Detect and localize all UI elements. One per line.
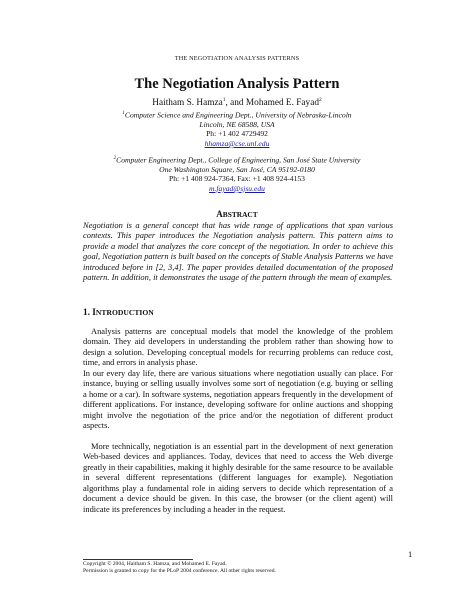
- page-number: 1: [408, 549, 413, 559]
- running-header: THE NEGOTIATION ANALYSIS PATTERNS: [174, 55, 300, 62]
- affiliation-1: [0, 109, 474, 148]
- affiliation-1-dept: [0, 109, 474, 120]
- affiliation-1-email-link[interactable]: hhamza@cse.unl.edu: [204, 138, 270, 148]
- intro-paragraph-2: In our every day life, there are various situations where negotiation usually can place. For instance, buying or selling usually involves some sort of negotiation (e.g. buying or selling a home or a car). In software systems, negotiation appears frequently in the development of different applications. For instance, developing software for online auctions and shopping might involve the negotiation of the price and/or the negotiation of different product aspects.: [83, 368, 393, 431]
- author-name-2: Mohamed E. Fayad: [245, 98, 319, 109]
- author-line: [0, 97, 474, 108]
- affiliation-2-sup: 2: [113, 156, 117, 161]
- paper-title: The Negotiation Analysis Pattern: [134, 76, 340, 92]
- intro-paragraph-1: Analysis patterns are conceptual models that model the knowledge of the problem domain. They aid developers in understanding the problem rather than showing how to design a solution. Developing conceptual models for recurring problems can reduce cost, time, and errors in analysis phase.: [83, 326, 393, 368]
- intro-paragraph-3: More technically, negotiation is an essential part in the development of next generation Web-based devices and appliances. Today, devices that need to access the Web diverge greatly in their capabilities, making it highly desirable for the same resource to be available in several different representations (different languages for example). Negotiation algorithms play a fundamental role in aiding servers to decide which representation of a document a device should be given. In this case, the browser (or the client agent) will indicate its preferences by including a header in the request.: [83, 441, 393, 514]
- section-heading-rest: NTRODUCTION: [95, 308, 154, 317]
- affiliation-2: [0, 154, 474, 193]
- author-sup-2: 2: [318, 97, 322, 103]
- section-number: 1.: [83, 308, 93, 318]
- section-heading-initial: I: [92, 308, 96, 318]
- affiliation-1-sup: 1: [122, 111, 125, 116]
- author-joiner: , and: [225, 98, 246, 109]
- abstract-heading-rest: BSTRACT: [222, 210, 258, 219]
- footnote-divider: [83, 559, 193, 560]
- affiliation-2-phone: Ph: +1 408 924-7364, Fax: +1 408 924-4153: [169, 174, 305, 184]
- author-name-1: Haitham S. Hamza: [152, 98, 223, 109]
- abstract-heading: [0, 209, 474, 219]
- footnote-copyright: Copyright © 2004, Haitham S. Hamza, and Mohamed E. Fayad.: [83, 561, 227, 567]
- abstract-text: Negotiation is a general concept that has wide range of applications that span various contexts. This paper introduces the Negotiation analysis pattern. This pattern aims to provide a model that analyzes the core concept of the negotiation. In order to achieve this goal, Negotiation pattern is built based on the concepts of Stable Analysis Patterns we have introduced before in [2, 3,4]. The paper provides detailed documentation of the proposed pattern. In addition, it demonstrates the usage of the pattern through the mean of examples.: [83, 220, 393, 283]
- affiliation-1-city: Lincoln, NE 68588, USA: [199, 119, 275, 129]
- footnote-permission: Permission is granted to copy for the PLoP 2004 conference. All other rights reserved.: [83, 568, 276, 574]
- affiliation-1-phone: Ph: +1 402 4729492: [206, 129, 268, 139]
- affiliation-2-dept-text: Computer Engineering Dept., College of Engineering, San José State University: [116, 155, 361, 165]
- affiliation-2-dept: [0, 154, 474, 165]
- abstract-heading-initial: A: [216, 209, 223, 219]
- affiliation-2-address: One Washington Square, San José, CA 95192-0180: [159, 164, 315, 174]
- section-heading-introduction: [83, 308, 154, 318]
- affiliation-2-email-link[interactable]: m.fayad@sjsu.edu: [209, 183, 265, 193]
- affiliation-1-dept-text: Computer Science and Engineering Dept., University of Nebraska-Lincoln: [124, 110, 352, 120]
- author-sup-1: 1: [222, 97, 226, 103]
